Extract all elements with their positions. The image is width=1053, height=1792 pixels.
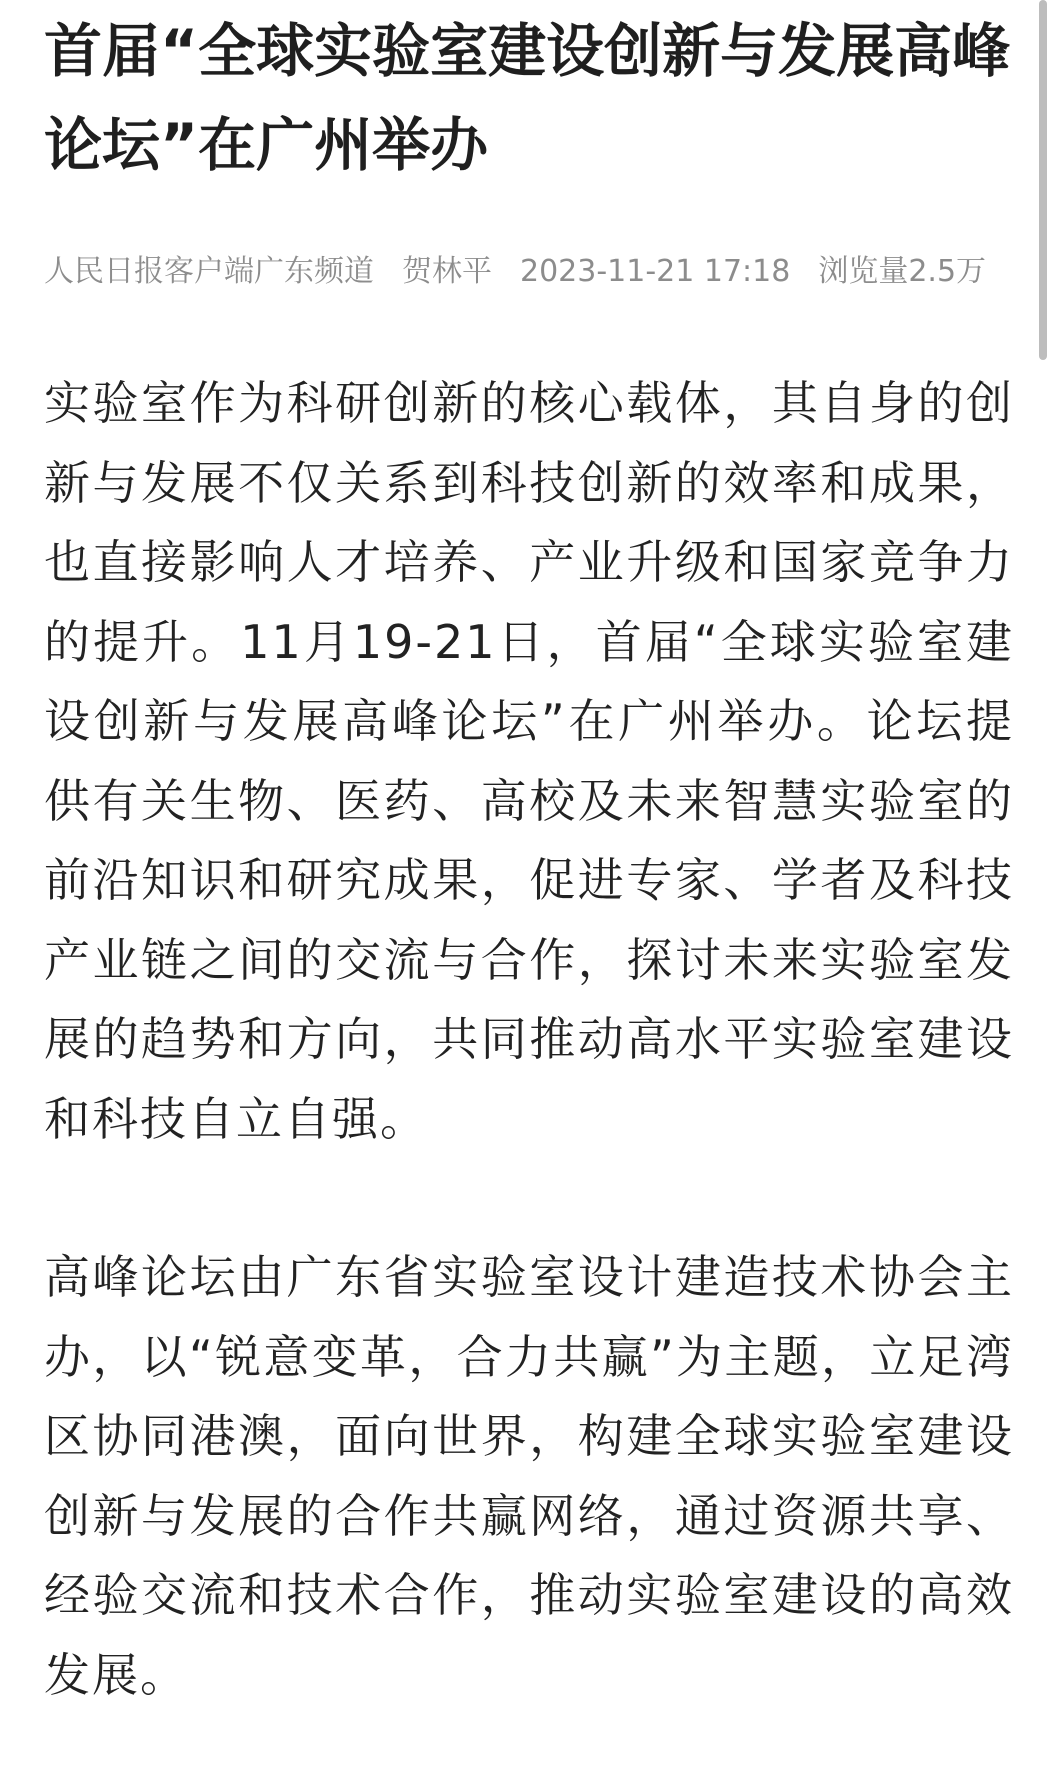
meta-datetime: 2023-11-21 17:18: [520, 254, 791, 289]
paragraph: 实验室作为科研创新的核心载体，其自身的创新与发展不仅关系到科技创新的效率和成果，也直接影响人才培养、产业升级和国家竞争力的提升。11月19-21日，首届“全球实验室建设创新与发展高峰论坛”在广州举办。论坛提供有关生物、医药、高校及未来智慧实验室的前沿知识和研究成果，促进专家、学者及科技产业链之间的交流与合作，探讨未来实验室发展的趋势和方向，共同推动高水平实验室建设和科技自立自强。: [44, 376, 1014, 1146]
paragraph: 高峰论坛由广东省实验室设计建造技术协会主办，以“锐意变革，合力共赢”为主题，立足湾区协同港澳，面向世界，构建全球实验室建设创新与发展的合作共赢网络，通过资源共享、经验交流和技术合作，推动实验室建设的高效发展。: [44, 1250, 1014, 1702]
article-title: 首届“全球实验室建设创新与发展高峰论坛”在广州举办: [44, 17, 1011, 179]
meta-source[interactable]: 人民日报客户端广东频道: [44, 254, 374, 289]
article: [44, 0, 1014, 1715]
scrollbar[interactable]: [1039, 0, 1047, 360]
article-meta: [44, 252, 1014, 292]
article-body: [44, 364, 1014, 1715]
meta-author: 贺林平: [402, 254, 492, 289]
meta-views: 浏览量2.5万: [818, 254, 987, 289]
